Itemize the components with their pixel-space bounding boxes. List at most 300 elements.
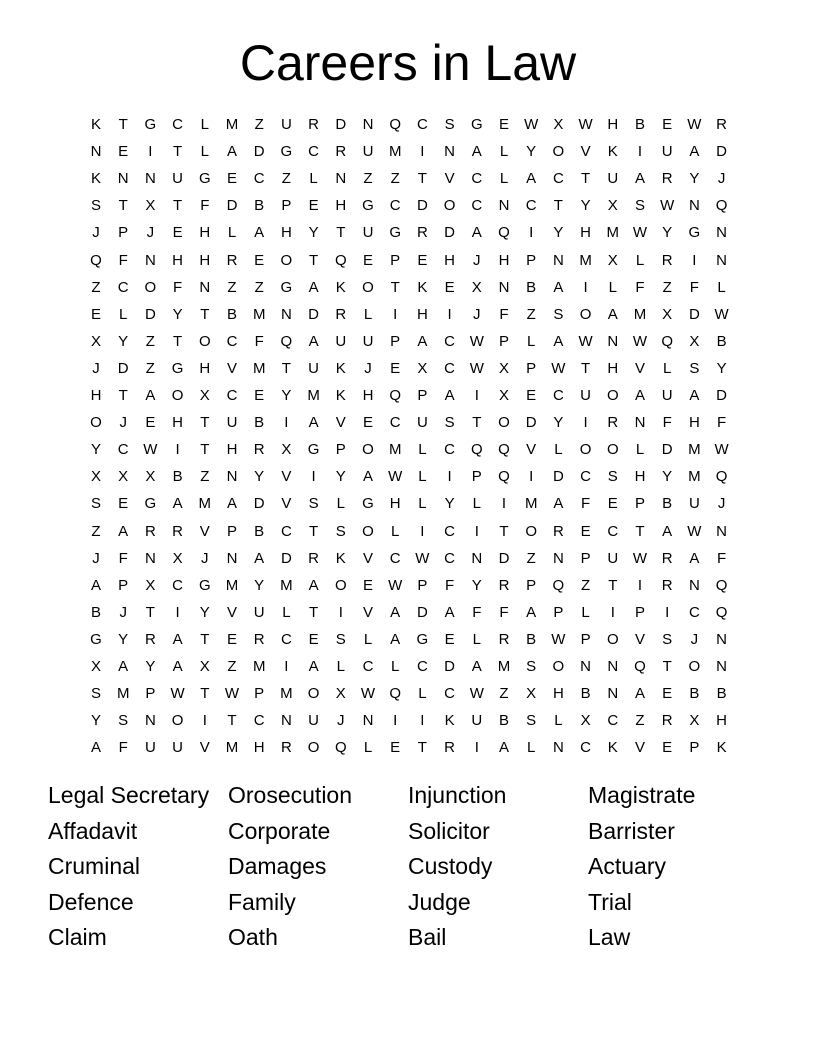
grid-letter: L <box>527 739 536 757</box>
grid-letter: U <box>362 332 374 350</box>
grid-letter: O <box>307 739 320 757</box>
grid-letter: L <box>717 278 726 296</box>
grid-letter: E <box>254 251 265 269</box>
grid-letter: H <box>90 387 102 404</box>
grid-letter: Q <box>389 387 402 404</box>
word-list-item: Orosecution <box>228 782 353 808</box>
grid-letter: E <box>172 224 183 242</box>
grid-letter: X <box>199 658 210 675</box>
grid-letter: X <box>498 387 509 404</box>
grid-letter: I <box>202 712 207 730</box>
grid-letter: R <box>335 305 347 323</box>
grid-letter: M <box>225 116 239 133</box>
grid-letter: S <box>335 630 346 648</box>
grid-letter: C <box>580 468 592 486</box>
grid-letter: G <box>362 495 374 513</box>
grid-letter: T <box>200 414 210 432</box>
grid-letter: R <box>716 116 728 133</box>
grid-letter: E <box>526 387 537 404</box>
grid-letter: I <box>637 576 643 594</box>
grid-letter: F <box>635 278 645 296</box>
grid-letter: A <box>471 143 482 161</box>
grid-letter: F <box>581 495 591 513</box>
grid-letter: N <box>144 251 156 269</box>
grid-letter: T <box>608 576 618 594</box>
grid-letter: Z <box>145 359 155 377</box>
grid-letter: E <box>662 685 673 703</box>
grid-letter: H <box>444 251 456 269</box>
grid-letter: N <box>716 630 728 648</box>
grid-letter: O <box>280 251 293 269</box>
grid-letter: N <box>280 712 292 730</box>
grid-letter: B <box>716 685 727 703</box>
grid-letter: Y <box>662 468 673 486</box>
grid-letter: Q <box>715 576 728 594</box>
grid-letter: V <box>199 522 210 540</box>
grid-letter: E <box>417 251 428 269</box>
grid-letter: T <box>581 359 591 377</box>
grid-letter: O <box>579 305 592 323</box>
grid-letter: W <box>551 630 566 648</box>
grid-letter: J <box>92 359 100 377</box>
word-list-item: Legal Secretary <box>48 782 210 808</box>
grid-letter: O <box>362 522 374 540</box>
grid-letter: Q <box>661 332 674 350</box>
puzzle-title: Careers in Law <box>239 35 577 91</box>
grid-letter: G <box>90 630 102 648</box>
grid-letter: X <box>145 576 156 594</box>
grid-letter: X <box>662 305 673 323</box>
grid-letter: P <box>526 576 537 594</box>
grid-letter: I <box>393 305 398 323</box>
grid-letter: K <box>607 143 618 161</box>
grid-letter: W <box>469 359 484 377</box>
grid-letter: P <box>145 685 156 703</box>
grid-letter: X <box>199 387 210 404</box>
grid-letter: K <box>444 712 455 730</box>
grid-letter: O <box>307 685 320 703</box>
grid-letter: U <box>280 116 292 133</box>
grid-letter: Z <box>526 549 536 567</box>
grid-letter: B <box>526 278 537 296</box>
word-list-item: Oath <box>228 924 278 951</box>
grid-letter: A <box>390 630 401 648</box>
grid-letter: A <box>362 468 373 486</box>
grid-letter: A <box>172 658 183 675</box>
grid-letter: B <box>634 116 645 133</box>
grid-letter: L <box>391 522 400 540</box>
grid-letter: P <box>417 387 428 404</box>
grid-letter: Z <box>91 278 101 296</box>
grid-letter: R <box>416 224 428 242</box>
grid-letter: V <box>281 468 292 486</box>
grid-letter: Z <box>635 712 645 730</box>
word-list-item: Injunction <box>408 782 507 808</box>
grid-letter: I <box>665 603 670 621</box>
grid-letter: S <box>607 468 618 486</box>
grid-letter: W <box>224 685 240 703</box>
grid-letter: D <box>308 305 320 323</box>
grid-letter: E <box>254 387 265 404</box>
grid-letter: J <box>717 495 726 513</box>
grid-letter: L <box>363 739 373 757</box>
grid-letter: E <box>390 359 401 377</box>
grid-letter: E <box>662 739 673 757</box>
grid-letter: H <box>172 251 184 269</box>
grid-letter: I <box>501 495 507 513</box>
grid-letter: C <box>416 116 428 133</box>
grid-letter: G <box>144 116 157 133</box>
grid-letter: T <box>635 522 645 540</box>
grid-letter: W <box>578 116 593 133</box>
grid-letter: I <box>529 468 534 486</box>
grid-letter: V <box>634 359 645 377</box>
grid-letter: A <box>226 495 237 513</box>
grid-letter: M <box>633 305 647 323</box>
word-list-item: Damages <box>228 853 327 880</box>
grid-letter: C <box>444 685 456 703</box>
grid-letter: E <box>145 414 156 432</box>
grid-letter: L <box>200 143 209 161</box>
grid-letter: U <box>362 224 374 242</box>
grid-letter: W <box>469 332 484 350</box>
grid-letter: N <box>634 414 646 432</box>
grid-letter: T <box>118 387 128 404</box>
grid-letter: D <box>552 468 564 486</box>
grid-letter: F <box>717 549 727 567</box>
grid-letter: G <box>280 278 293 296</box>
grid-letter: U <box>172 170 184 188</box>
grid-letter: C <box>253 170 265 188</box>
grid-letter: X <box>281 441 292 459</box>
grid-letter: X <box>90 658 101 675</box>
grid-letter: X <box>471 278 482 296</box>
grid-letter: X <box>607 251 618 269</box>
grid-letter: L <box>472 630 481 648</box>
grid-letter: K <box>335 387 346 404</box>
grid-letter: C <box>607 522 619 540</box>
grid-letter: C <box>280 522 292 540</box>
grid-letter: J <box>119 603 127 621</box>
grid-letter: F <box>118 251 128 269</box>
grid-letter: E <box>362 576 373 594</box>
grid-letter: W <box>660 197 675 215</box>
grid-letter: E <box>362 414 373 432</box>
grid-letter: J <box>119 414 127 432</box>
grid-letter: O <box>498 414 510 432</box>
grid-letter: Q <box>552 576 565 594</box>
grid-letter: N <box>716 251 728 269</box>
grid-letter: A <box>526 170 537 188</box>
grid-letter: A <box>308 658 319 675</box>
grid-letter: R <box>661 549 673 567</box>
grid-letter: C <box>389 414 401 432</box>
grid-letter: G <box>416 630 429 648</box>
grid-letter: P <box>335 441 346 459</box>
grid-letter: C <box>552 170 564 188</box>
grid-letter: O <box>334 576 347 594</box>
grid-letter: K <box>90 170 101 188</box>
word-list-item: Family <box>228 888 296 915</box>
grid-letter: D <box>117 359 129 377</box>
grid-letter: J <box>690 630 699 648</box>
grid-letter: H <box>416 305 428 323</box>
grid-letter: A <box>90 576 101 594</box>
grid-letter: Y <box>118 332 129 350</box>
grid-letter: L <box>554 441 563 459</box>
grid-letter: B <box>254 522 265 540</box>
grid-letter: Q <box>90 251 102 269</box>
grid-letter: I <box>692 251 697 269</box>
grid-letter: F <box>445 576 455 594</box>
grid-letter: D <box>416 603 428 621</box>
grid-letter: L <box>282 603 291 621</box>
grid-letter: N <box>552 549 564 567</box>
grid-letter: Y <box>471 576 482 594</box>
grid-letter: D <box>444 224 456 242</box>
grid-letter: T <box>390 278 400 296</box>
grid-letter: X <box>145 468 156 486</box>
grid-letter: N <box>498 197 510 215</box>
grid-letter: E <box>90 305 101 323</box>
grid-letter: C <box>172 116 184 133</box>
grid-letter: H <box>199 224 211 242</box>
grid-letter: Z <box>91 522 101 540</box>
grid-letter: L <box>418 495 427 513</box>
grid-letter: R <box>308 116 320 133</box>
grid-letter: O <box>171 712 184 730</box>
grid-letter: A <box>689 549 700 567</box>
grid-letter: P <box>281 197 292 215</box>
grid-letter: G <box>171 359 184 377</box>
grid-letter: D <box>253 143 265 161</box>
grid-letter: N <box>471 549 483 567</box>
grid-letter: Y <box>281 387 292 404</box>
grid-letter: Y <box>689 170 700 188</box>
word-list-item: Corporate <box>228 817 331 844</box>
grid-letter: T <box>499 522 509 540</box>
grid-letter: A <box>172 495 183 513</box>
grid-letter: T <box>200 630 210 648</box>
grid-letter: W <box>415 549 430 567</box>
grid-letter: Y <box>553 224 564 242</box>
grid-letter: Q <box>334 251 347 269</box>
grid-letter: P <box>580 630 591 648</box>
grid-letter: I <box>284 414 289 432</box>
grid-letter: J <box>92 549 100 567</box>
grid-letter: H <box>226 441 238 459</box>
grid-letter: L <box>663 359 672 377</box>
grid-letter: C <box>444 332 456 350</box>
grid-letter: B <box>716 332 727 350</box>
grid-letter: V <box>226 603 237 621</box>
grid-letter: N <box>117 170 129 188</box>
grid-letter: I <box>420 143 425 161</box>
grid-letter: B <box>226 305 237 323</box>
grid-letter: A <box>444 603 455 621</box>
grid-letter: M <box>388 143 402 161</box>
grid-letter: U <box>661 143 673 161</box>
grid-letter: U <box>580 387 592 404</box>
grid-letter: W <box>524 116 539 133</box>
grid-letter: N <box>552 739 564 757</box>
grid-letter: E <box>580 522 591 540</box>
grid-letter: I <box>583 278 588 296</box>
grid-letter: A <box>498 739 509 757</box>
grid-letter: Z <box>499 685 509 703</box>
grid-letter: Q <box>715 468 728 486</box>
grid-letter: X <box>145 197 156 215</box>
grid-letter: P <box>118 576 129 594</box>
grid-letter: A <box>172 630 183 648</box>
grid-letter: P <box>498 332 509 350</box>
grid-letter: M <box>388 441 402 459</box>
grid-letter: Y <box>662 224 673 242</box>
grid-letter: X <box>607 197 618 215</box>
grid-letter: C <box>362 658 374 675</box>
grid-letter: A <box>553 495 564 513</box>
grid-letter: Y <box>172 305 183 323</box>
grid-letter: M <box>688 441 701 459</box>
grid-letter: W <box>170 685 185 703</box>
grid-letter: R <box>335 143 347 161</box>
grid-letter: U <box>335 332 347 350</box>
grid-letter: E <box>226 630 237 648</box>
grid-letter: L <box>336 495 345 513</box>
grid-letter: T <box>200 441 210 459</box>
grid-letter: S <box>308 495 319 513</box>
grid-letter: P <box>526 251 537 269</box>
grid-letter: V <box>362 603 373 621</box>
grid-letter: E <box>498 116 509 133</box>
grid-letter: Z <box>281 170 291 188</box>
grid-letter: A <box>634 685 645 703</box>
word-list-item: Trial <box>588 888 632 915</box>
grid-letter: N <box>90 143 102 161</box>
grid-letter: M <box>606 224 620 242</box>
grid-letter: V <box>226 359 237 377</box>
grid-letter: C <box>226 387 238 404</box>
grid-letter: W <box>360 685 376 703</box>
grid-letter: L <box>119 305 128 323</box>
grid-letter: O <box>579 441 592 459</box>
grid-letter: R <box>661 170 673 188</box>
grid-letter: Y <box>335 468 346 486</box>
grid-letter: F <box>472 603 482 621</box>
grid-letter: M <box>280 576 293 594</box>
grid-letter: S <box>553 305 564 323</box>
grid-letter: B <box>498 712 509 730</box>
grid-letter: P <box>689 739 700 757</box>
grid-letter: P <box>417 576 428 594</box>
grid-letter: A <box>662 522 673 540</box>
grid-letter: W <box>469 685 484 703</box>
grid-letter: O <box>525 522 538 540</box>
grid-letter: R <box>172 522 184 540</box>
grid-letter: R <box>144 630 156 648</box>
grid-letter: D <box>525 414 537 432</box>
grid-letter: H <box>253 739 265 757</box>
grid-letter: O <box>552 143 565 161</box>
grid-letter: I <box>474 522 479 540</box>
grid-letter: O <box>688 658 701 675</box>
grid-letter: U <box>172 739 184 757</box>
grid-letter: X <box>90 468 101 486</box>
grid-letter: E <box>444 278 455 296</box>
grid-letter: P <box>390 251 401 269</box>
grid-letter: T <box>309 522 319 540</box>
grid-letter: S <box>90 495 101 513</box>
grid-letter: Q <box>389 685 402 703</box>
grid-letter: L <box>499 170 509 188</box>
grid-letter: G <box>280 143 293 161</box>
grid-letter: E <box>226 170 237 188</box>
grid-letter: S <box>335 522 346 540</box>
grid-letter: M <box>252 359 266 377</box>
grid-letter: D <box>416 197 428 215</box>
grid-letter: Z <box>254 278 264 296</box>
grid-letter: Y <box>553 414 564 432</box>
grid-letter: Y <box>118 630 129 648</box>
word-list-item: Defence <box>48 888 134 915</box>
grid-letter: A <box>417 332 428 350</box>
grid-letter: Y <box>90 712 101 730</box>
grid-letter: L <box>554 712 563 730</box>
grid-letter: D <box>335 116 347 133</box>
grid-letter: X <box>498 359 509 377</box>
grid-letter: H <box>172 414 184 432</box>
grid-letter: E <box>662 116 673 133</box>
grid-letter: B <box>689 685 700 703</box>
grid-letter: E <box>118 495 129 513</box>
grid-letter: A <box>308 414 319 432</box>
grid-letter: J <box>201 549 209 567</box>
grid-letter: A <box>444 387 455 404</box>
grid-letter: P <box>118 224 129 242</box>
grid-letter: O <box>362 278 374 296</box>
grid-letter: F <box>254 332 264 350</box>
grid-letter: Y <box>716 359 727 377</box>
grid-letter: N <box>444 143 456 161</box>
grid-letter: N <box>362 712 374 730</box>
grid-letter: T <box>417 739 427 757</box>
grid-letter: Z <box>227 278 237 296</box>
grid-letter: B <box>526 630 537 648</box>
grid-letter: C <box>444 549 456 567</box>
grid-letter: I <box>447 305 452 323</box>
grid-letter: X <box>689 332 700 350</box>
grid-letter: P <box>226 522 237 540</box>
grid-letter: T <box>118 116 128 133</box>
grid-letter: E <box>390 739 401 757</box>
grid-letter: N <box>580 658 592 675</box>
grid-letter: C <box>389 197 401 215</box>
grid-letter: I <box>284 658 289 675</box>
word-list-item: Cruminal <box>48 853 141 880</box>
grid-letter: O <box>552 658 565 675</box>
word-list-item: Custody <box>408 853 493 880</box>
grid-letter: F <box>717 414 727 432</box>
grid-letter: W <box>687 116 702 133</box>
grid-letter: C <box>580 739 592 757</box>
grid-letter: J <box>364 359 372 377</box>
grid-letter: R <box>607 414 619 432</box>
grid-letter: E <box>607 495 618 513</box>
grid-letter: A <box>526 603 537 621</box>
grid-letter: A <box>118 522 129 540</box>
grid-letter: R <box>498 630 510 648</box>
grid-letter: S <box>526 712 537 730</box>
